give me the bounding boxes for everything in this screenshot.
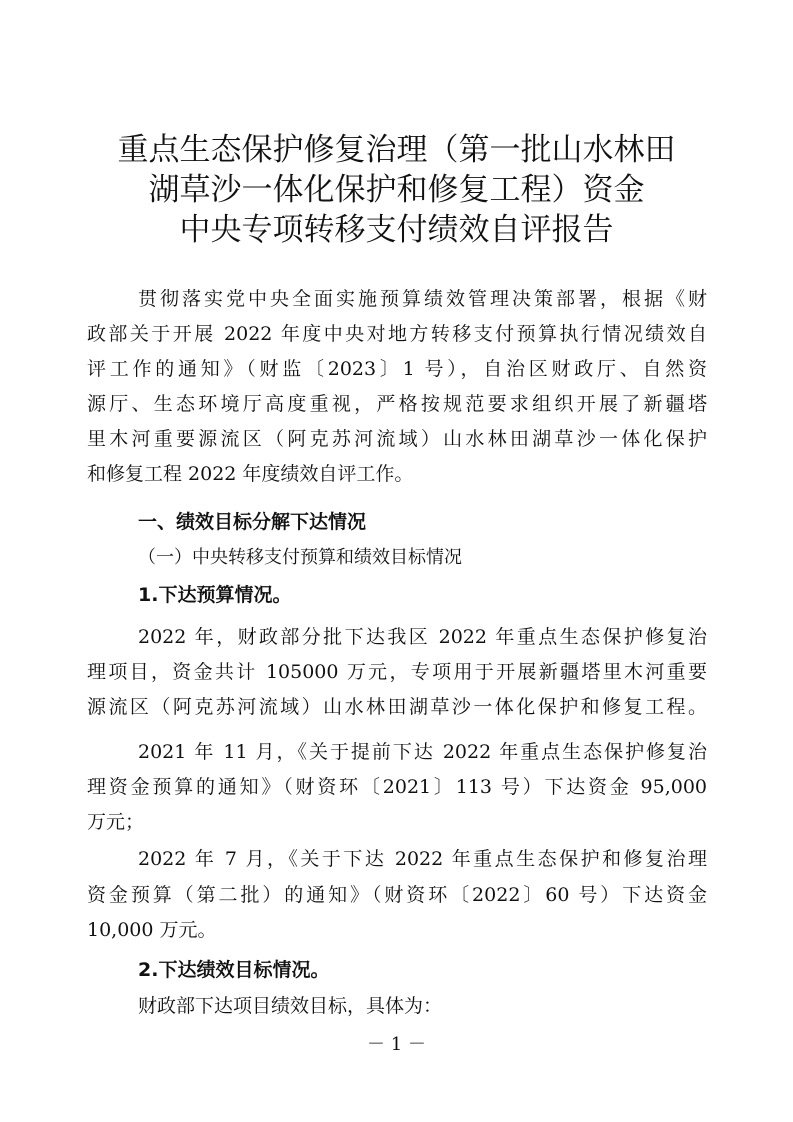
body-line: 理项目，资金共计 105000 万元，专项用于开展新疆塔里木河重要 <box>87 661 707 683</box>
document-title-line-1: 重点生态保护修复治理（第一批山水林田 <box>117 132 676 168</box>
document-title-line-3: 中央专项转移支付绩效自评报告 <box>179 212 614 248</box>
document-title-line-2: 湖草沙一体化保护和修复工程）资金 <box>148 172 645 208</box>
body-line: 财政部下达项目绩效目标，具体为： <box>138 995 443 1017</box>
body-line: 万元； <box>87 811 145 833</box>
body-line: 资金预算（第二批）的通知》（财资环〔2022〕60 号）下达资金 <box>87 884 707 906</box>
body-line: 理资金预算的通知》（财资环〔2021〕113 号）下达资金 95,000 <box>87 776 707 798</box>
page-number: － 1 － <box>367 1034 426 1055</box>
body-line: 2021 年 11 月，《关于提前下达 2022 年重点生态保护修复治 <box>138 741 707 763</box>
item-heading: 2.下达绩效目标情况。 <box>138 959 330 981</box>
intro-line: 政部关于开展 2022 年度中央对地方转移支付预算执行情况绩效自 <box>87 323 707 345</box>
intro-line: 贯彻落实党中央全面实施预算绩效管理决策部署，根据《财 <box>138 288 707 310</box>
body-line: 10,000 万元。 <box>87 919 217 941</box>
body-line: 源流区（阿克苏河流域）山水林田湖草沙一体化保护和修复工程。 <box>87 696 707 718</box>
intro-line: 评工作的通知》（财监〔2023〕1 号），自治区财政厅、自然资 <box>87 358 707 380</box>
body-line: 2022 年 7 月，《关于下达 2022 年重点生态保护和修复治理 <box>138 848 707 870</box>
subsection-heading: （一）中央转移支付预算和绩效目标情况 <box>138 547 462 568</box>
intro-line: 和修复工程 2022 年度绩效自评工作。 <box>87 463 414 485</box>
intro-line: 里木河重要源流区（阿克苏河流域）山水林田湖草沙一体化保护 <box>87 428 707 450</box>
item-heading: 1.下达预算情况。 <box>138 584 292 606</box>
body-line: 2022 年，财政部分批下达我区 2022 年重点生态保护修复治 <box>138 626 707 648</box>
section-heading: 一、绩效目标分解下达情况 <box>138 511 367 533</box>
intro-line: 源厅、生态环境厅高度重视，严格按规范要求组织开展了新疆塔 <box>87 393 707 415</box>
